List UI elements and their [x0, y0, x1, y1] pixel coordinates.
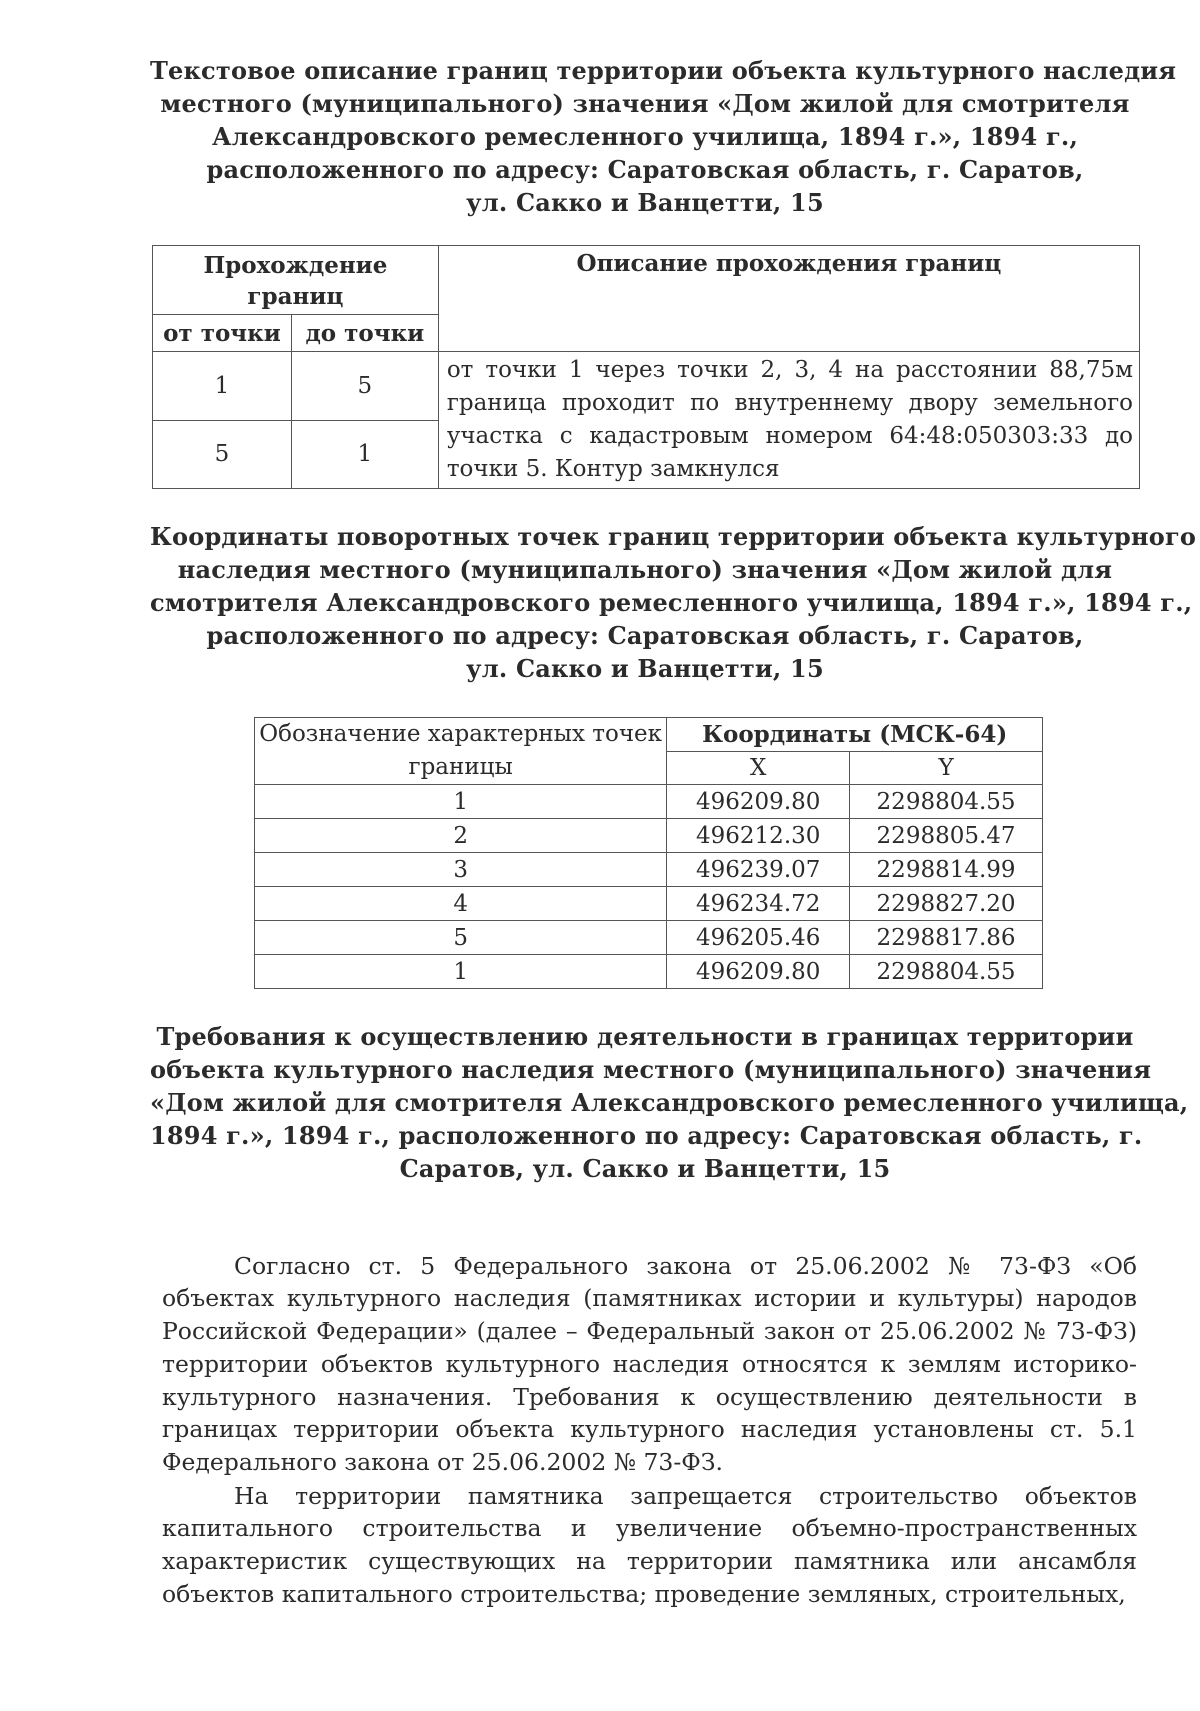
heading-line: ул. Сакко и Ванцетти, 15 [466, 654, 824, 683]
x-cell: 496209.80 [667, 955, 850, 989]
body-paragraph: Согласно ст. 5 Федерального закона от 25.06.2002 № 73-ФЗ «Об объектах культурного наследия (памятниках истории и культуры) народов Российской Федерации» (далее – Федеральный закон от 25.06.2002 № 73-ФЗ) территории объектов культурного наследия относятся к землям историко-культурного назначения. Требования к осуществлению деятельности в границах территории объекта культурного наследия установлены ст. 5.1 Федерального закона от 25.06.2002 № 73-ФЗ. [162, 1251, 1137, 1477]
table-row [255, 887, 1043, 921]
heading-line: местного (муниципального) значения «Дом жилой для смотрителя [160, 89, 1130, 118]
heading-line: расположенного по адресу: Саратовская область, г. Саратов, [206, 621, 1084, 650]
x-cell: 496205.46 [667, 921, 850, 955]
y-cell: 2298817.86 [850, 921, 1043, 955]
y-cell: 2298827.20 [850, 887, 1043, 921]
heading-line: расположенного по адресу: Саратовская область, г. Саратов, [206, 155, 1084, 184]
header-from-point: от точки [153, 315, 292, 352]
heading-line: Александровского ремесленного училища, 1894 г.», 1894 г., [211, 122, 1079, 151]
heading-line: Координаты поворотных точек границ территории объекта культурного [150, 522, 1197, 551]
table-row [255, 785, 1043, 819]
header-y: Y [850, 751, 1043, 785]
heading-line: «Дом жилой для смотрителя Александровского ремесленного училища, [150, 1088, 1189, 1117]
point-cell: 1 [255, 955, 667, 989]
table-row [255, 921, 1043, 955]
x-cell: 496212.30 [667, 819, 850, 853]
coordinates-table [254, 717, 1043, 989]
heading-line: объекта культурного наследия местного (муниципального) значения [150, 1055, 1152, 1084]
heading-line: 1894 г.», 1894 г., расположенного по адресу: Саратовская область, г. [150, 1121, 1143, 1150]
from-point-cell: 1 [153, 352, 292, 421]
to-point-cell: 5 [291, 352, 438, 421]
header-coordinates: Координаты (МСК-64) [667, 718, 1043, 752]
heading-line: ул. Сакко и Ванцетти, 15 [466, 188, 824, 217]
point-cell: 2 [255, 819, 667, 853]
point-cell: 3 [255, 853, 667, 887]
table-row [255, 853, 1043, 887]
heading-line: Текстовое описание границ территории объекта культурного наследия [150, 56, 1177, 85]
heading-line: Требования к осуществлению деятельности в границах территории [156, 1022, 1134, 1051]
x-cell: 496239.07 [667, 853, 850, 887]
heading-coordinates [150, 520, 1197, 685]
heading-line: наследия местного (муниципального) значения «Дом жилой для [177, 555, 1113, 584]
point-cell: 1 [255, 785, 667, 819]
y-cell: 2298805.47 [850, 819, 1043, 853]
heading-requirements [150, 1020, 1189, 1185]
y-cell: 2298804.55 [850, 785, 1043, 819]
x-cell: 496209.80 [667, 785, 850, 819]
boundary-description-table [152, 245, 1140, 489]
y-cell: 2298804.55 [850, 955, 1043, 989]
point-cell: 4 [255, 887, 667, 921]
point-cell: 5 [255, 921, 667, 955]
table-row [255, 819, 1043, 853]
header-x: X [667, 751, 850, 785]
body-paragraph: На территории памятника запрещается строительство объектов капитального строительства и увеличение объемно-пространственных характеристик существующих на территории памятника или ансамбля объектов капитального строительства; проведение земляных, строительных, [162, 1481, 1137, 1608]
description-cell: от точки 1 через точки 2, 3, 4 на расстоянии 88,75м граница проходит по внутреннему двору земельного участка с кадастровым номером 64:48:050303:33 до точки 5. Контур замкнулся [438, 352, 1139, 489]
from-point-cell: 5 [153, 420, 292, 489]
table-row [153, 352, 1140, 421]
y-cell: 2298814.99 [850, 853, 1043, 887]
table-row [255, 955, 1043, 989]
header-description: Описание прохождения границ [438, 246, 1139, 352]
header-boundary-passage: Прохождение границ [153, 246, 439, 315]
header-to-point: до точки [291, 315, 438, 352]
heading-boundary-description [150, 54, 1177, 219]
header-point-designation: Обозначение характерных точек границы [255, 718, 667, 785]
x-cell: 496234.72 [667, 887, 850, 921]
heading-line: смотрителя Александровского ремесленного училища, 1894 г.», 1894 г., [150, 588, 1193, 617]
to-point-cell: 1 [291, 420, 438, 489]
heading-line: Саратов, ул. Сакко и Ванцетти, 15 [399, 1154, 891, 1183]
